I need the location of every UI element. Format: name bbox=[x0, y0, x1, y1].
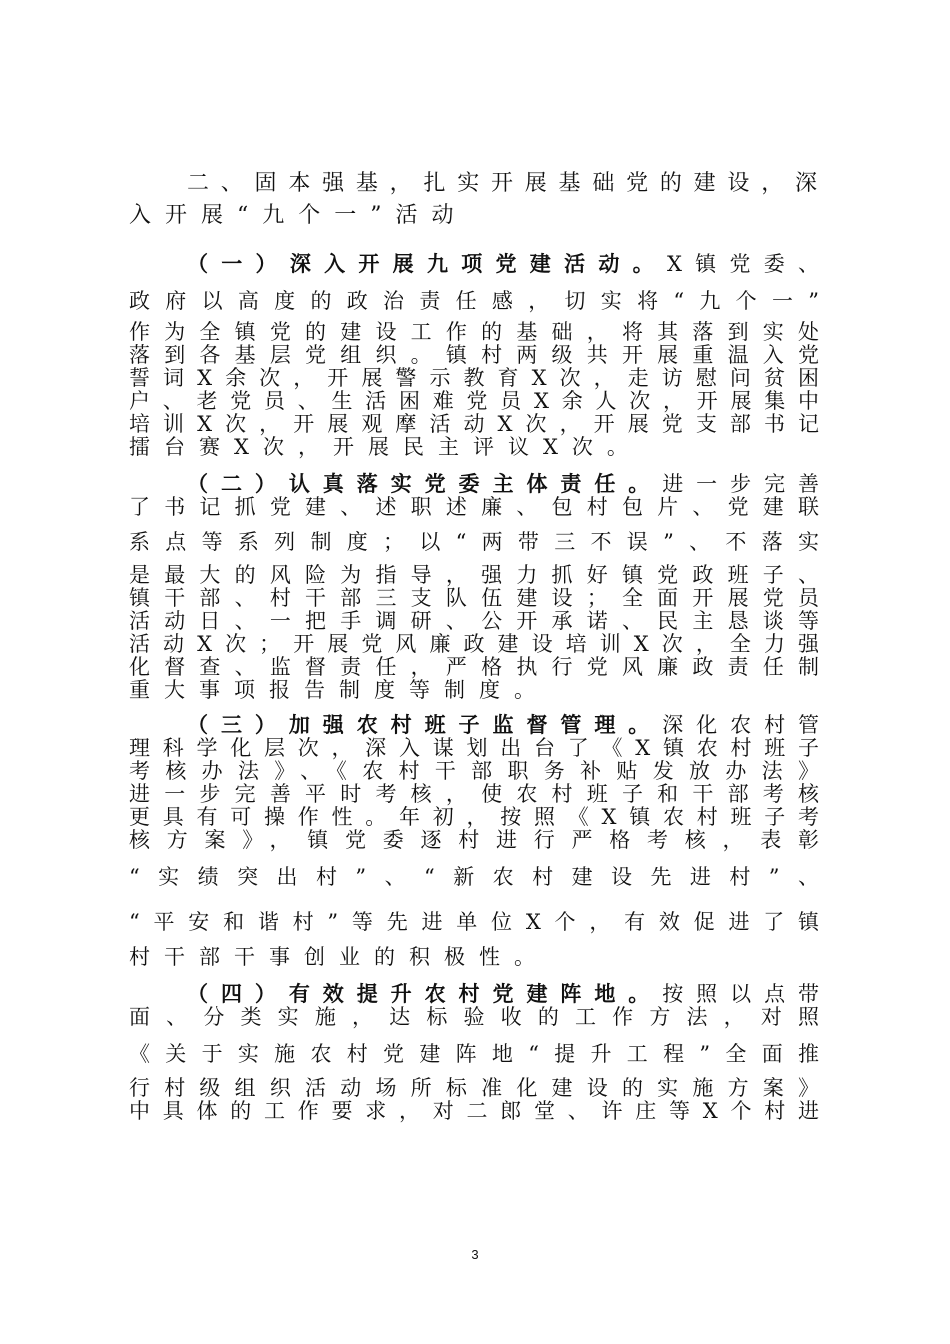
paragraph-3-line-3: 考核办法》、《农村干部职务补贴发放办法》 bbox=[129, 759, 819, 783]
paragraph-2-line-2: 了书记抓党建、述职述廉、包村包片、党建联 bbox=[129, 495, 819, 519]
paragraph-1-line-7: 培训X次，开展观摩活动X次，开展党支部书记 bbox=[129, 412, 819, 436]
paragraph-2-line-3: 系点等系列制度；以“两带三不误”、不落实 bbox=[129, 530, 819, 554]
paragraph-3-title: （三）加强农村班子监督管理。 bbox=[187, 712, 663, 737]
paragraph-4-line-4: 行村级组织活动场所标准化建设的实施方案》 bbox=[129, 1076, 819, 1100]
paragraph-3-line-9: 村干部干事创业的积极性。 bbox=[129, 945, 549, 969]
paragraph-3-line-7: “实绩突出村”、“新农村建设先进村”、 bbox=[129, 865, 819, 889]
paragraph-4-line-5: 中具体的工作要求，对二郎堂、许庄等X个村进 bbox=[129, 1099, 819, 1123]
paragraph-2-line-1-rest: 进一步完善 bbox=[662, 472, 820, 496]
paragraph-4-line-3: 《关于实施农村党建阵地“提升工程”全面推 bbox=[129, 1042, 819, 1066]
paragraph-1-line-6: 户、老党员、生活困难党员X余人次，开展集中 bbox=[129, 389, 819, 413]
paragraph-2-line-7: 活动X次；开展党风廉政建设培训X次，全力强 bbox=[129, 632, 819, 656]
paragraph-4-line-2: 面、分类实施，达标验收的工作方法，对照 bbox=[129, 1005, 819, 1029]
paragraph-2-line-4: 是最大的风险为指导，强力抓好镇党政班子、 bbox=[129, 563, 819, 587]
paragraph-2-line-8: 化督查、监督责任，严格执行党风廉政责任制 bbox=[129, 655, 819, 679]
paragraph-1-title: （一）深入开展九项党建活动。 bbox=[187, 251, 667, 276]
paragraph-3-line-5: 更具有可操作性。年初，按照《X镇农村班子考 bbox=[129, 805, 819, 829]
paragraph-1-line-5: 誓词X余次，开展警示教育X次，走访慰问贫困 bbox=[129, 366, 819, 390]
paragraph-2-line-6: 活动日、一把手调研、公开承诺、民主恳谈等 bbox=[129, 609, 819, 633]
paragraph-4-first-line bbox=[187, 982, 819, 1006]
page-number: 3 bbox=[471, 1247, 479, 1262]
paragraph-3-first-line bbox=[187, 713, 819, 737]
paragraph-1-line-3: 作为全镇党的建设工作的基础，将其落到实处 bbox=[129, 320, 819, 344]
paragraph-3-line-4: 进一步完善平时考核，使农村班子和干部考核 bbox=[129, 782, 819, 806]
paragraph-4-line-1-rest: 按照以点带 bbox=[662, 982, 820, 1006]
paragraph-4-title: （四）有效提升农村党建阵地。 bbox=[187, 981, 663, 1006]
paragraph-3-line-1-rest: 深化农村管 bbox=[662, 713, 820, 737]
paragraph-1-line-4: 落到各基层党组织。镇村两级共开展重温入党 bbox=[129, 343, 819, 367]
paragraph-2-first-line bbox=[187, 472, 819, 496]
section-heading-line-2: 入开展“九个一”活动 bbox=[129, 203, 468, 228]
paragraph-1-first-line bbox=[187, 252, 819, 276]
paragraph-1-line-8: 擂台赛X次，开展民主评议X次。 bbox=[129, 435, 642, 459]
paragraph-1-line-2: 政府以高度的政治责任感，切实将“九个一” bbox=[129, 289, 819, 313]
section-heading-line-1: 二、固本强基，扎实开展基础党的建设，深 bbox=[187, 171, 819, 196]
paragraph-2-title: （二）认真落实党委主体责任。 bbox=[187, 471, 663, 496]
paragraph-3-line-8: “平安和谐村”等先进单位X个，有效促进了镇 bbox=[129, 910, 819, 934]
paragraph-3-line-2: 理科学化层次，深入谋划出台了《X镇农村班子 bbox=[129, 736, 819, 760]
paragraph-2-line-9: 重大事项报告制度等制度。 bbox=[129, 678, 549, 702]
paragraph-2-line-5: 镇干部、村干部三支队伍建设；全面开展党员 bbox=[129, 586, 819, 610]
paragraph-1-line-1-rest: X镇党委、 bbox=[666, 252, 820, 276]
paragraph-3-line-6: 核方案》，镇党委逐村进行严格考核，表彰 bbox=[129, 828, 819, 852]
